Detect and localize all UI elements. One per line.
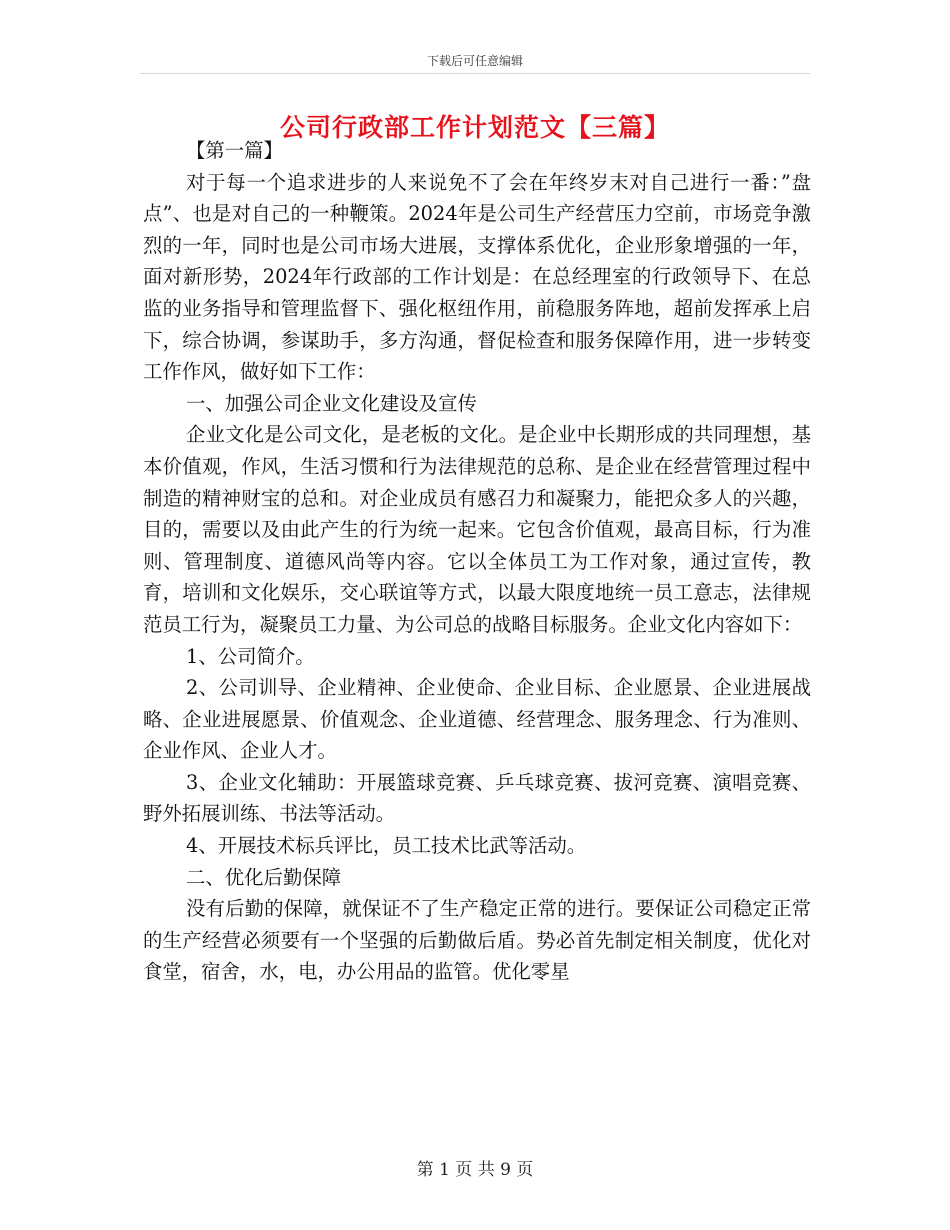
document-title: 公司行政部工作计划范文【三篇】 <box>279 113 670 142</box>
list-item-4: 4、开展技术标兵评比，员工技术比武等活动。 <box>186 834 587 858</box>
page-footer: 第 1 页 共 9 页 <box>416 1160 534 1180</box>
section-label: 【第一篇】 <box>186 139 283 162</box>
heading-section-1: 一、加强公司企业文化建设及宣传 <box>186 391 477 415</box>
heading-section-2: 二、优化后勤保障 <box>186 865 342 889</box>
list-item-1: 1、公司简介。 <box>186 644 315 668</box>
page-header: 下载后可任意编辑 <box>426 54 523 68</box>
paragraph-intro: 对于每一个追求进步的人来说免不了会在年终岁末对自己进行一番：”盘点”、也是对自己的一种鞭策。2024年是公司生产经营压力空前，市场竞争激烈的一年，同时也是公司市场大进展，支撑体系优化，企业形象增强的一年，面对新形势，2024年行政部的工作计划是：在总经理室的行政领导下、在总监的业务指导和管理监督下、强化枢纽作用，前稳服务阵地，超前发挥承上启下，综合协调，参谋助手，多方沟通，督促检查和服务保障作用，进一步转变工作作风，做好如下工作： <box>143 170 811 384</box>
list-item-3: 3、企业文化辅助：开展篮球竞赛、乒乓球竞赛、拔河竞赛、演唱竞赛、野外拓展训练、书法等活动。 <box>143 770 811 826</box>
paragraph-culture: 企业文化是公司文化，是老板的文化。是企业中长期形成的共同理想，基本价值观，作风，生活习惯和行为法律规范的总称、是企业在经营管理过程中制造的精神财宝的总和。对企业成员有感召力和凝聚力，能把众多人的兴趣，目的，需要以及由此产生的行为统一起来。它包含价值观，最高目标，行为准则、管理制度、道德风尚等内容。它以全体员工为工作对象，通过宣传，教育，培训和文化娱乐，交心联谊等方式，以最大限度地统一员工意志，法律规范员工行为，凝聚员工力量、为公司总的战略目标服务。企业文化内容如下： <box>143 423 811 636</box>
paragraph-logistics: 没有后勤的保障，就保证不了生产稳定正常的进行。要保证公司稳定正常的生产经营必须要有一个坚强的后勤做后盾。势必首先制定相关制度，优化对食堂，宿舍，水，电，办公用品的监管。优化零星 <box>143 897 811 984</box>
header-divider <box>140 73 810 74</box>
list-item-2: 2、公司训导、企业精神、企业使命、企业目标、企业愿景、企业进展战略、企业进展愿景、价值观念、企业道德、经营理念、服务理念、行为准则、企业作风、企业人才。 <box>143 676 811 763</box>
document-body <box>143 135 811 988</box>
